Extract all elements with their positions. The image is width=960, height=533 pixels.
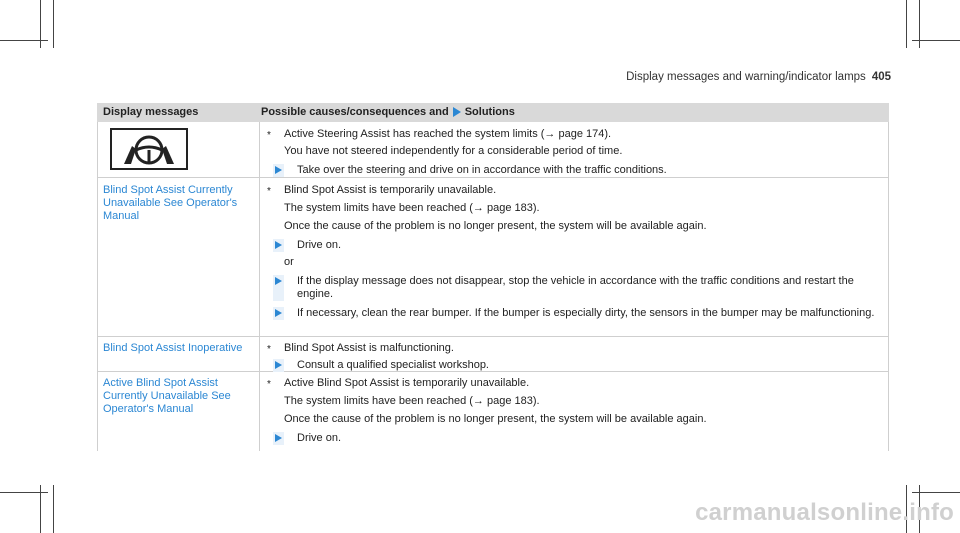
row-2-solutions: * Blind Spot Assist is temporarily unavailable. The system limits have been reached (→ page 183). Once the cause of the problem is no longer present, the system will be available again. Drive on. or If the display message does not disappear, stop the vehicle in accordance with the traffic conditions and restart the engine. If necessary, clean the rear bumper. If the bumper is especially dirty, the sensors in the bumper may be malfunctioning. [273,184,885,320]
running-header [626,71,891,83]
detail-text: Once the cause of the problem is no longer present, the system will be available again. [284,413,707,425]
table-left-border [97,122,98,451]
crop-mark [912,40,960,41]
detail-text: You have not steered independently for a considerable period of time. [284,145,623,157]
table-right-border [888,122,889,451]
steering-wheel-hands-icon [110,128,188,170]
arrow-right-icon [453,107,461,117]
row-divider [97,336,889,337]
crop-mark [53,0,54,48]
detail-text: The system limits have been reached (→ page 183). [284,202,540,214]
solution-step: If the display message does not disappear, stop the vehicle in accordance with the traffic conditions and restart the engine. [273,275,885,301]
cause-text: Active Steering Assist has reached the system limits (→ page 174). [284,128,612,140]
display-message: Blind Spot Assist Inoperative [103,342,243,354]
column-divider [259,122,260,451]
row-4-solutions: * Active Blind Spot Assist is temporarily unavailable. The system limits have been reached (→ page 183). Once the cause of the problem is no longer present, the system will be available again. Drive on. [273,377,885,445]
solution-step: Drive on. [273,432,885,445]
arrow-right-icon [275,241,282,249]
arrow-right-icon [275,361,282,369]
crop-mark [53,485,54,533]
cause-text: Active Blind Spot Assist is temporarily unavailable. [284,377,530,389]
col-header-messages: Display messages [103,106,199,118]
table-header [97,103,889,122]
watermark: carmanualsonline.info [695,499,954,526]
page-number: 405 [871,71,891,83]
arrow-right-icon [275,434,282,442]
crop-mark [0,492,48,493]
crop-mark [906,0,907,48]
detail-text: The system limits have been reached (→ page 183). [284,395,540,407]
arrow-right-icon [275,166,282,174]
row-divider [97,177,889,178]
cause-text: Blind Spot Assist is malfunctioning. [284,342,454,354]
arrow-right-icon [275,309,282,317]
detail-text: Once the cause of the problem is no longer present, the system will be available again. [284,220,707,232]
col-header-solutions [261,106,515,118]
solution-step: Take over the steering and drive on in accordance with the traffic conditions. [273,164,885,177]
or-label: or [284,256,294,268]
display-message: Active Blind Spot Assist Currently Unavailable See Operator's Manual [103,377,231,415]
solution-step: Consult a qualified specialist workshop. [273,359,885,372]
row-1-solutions: * Active Steering Assist has reached the system limits (→ page 174). You have not steered independently for a considerable period of time. Take over the steering and drive on in accordance with the traffic conditions. [273,128,885,177]
col-header-solutions-suffix: Solutions [464,106,515,118]
solution-step: Drive on. [273,239,885,252]
display-message: Blind Spot Assist Currently Unavailable See Operator's Manual [103,184,238,222]
crop-mark [912,492,960,493]
solution-step: If necessary, clean the rear bumper. If the bumper is especially dirty, the sensors in the bumper may be malfunctioning. [273,307,885,320]
section-title: Display messages and warning/indicator lamps [626,71,866,83]
row-3-solutions: * Blind Spot Assist is malfunctioning. Consult a qualified specialist workshop. [273,342,885,372]
col-header-solutions-label: Possible causes/consequences and [261,106,449,118]
crop-mark [0,40,48,41]
arrow-right-icon [275,277,282,285]
cause-text: Blind Spot Assist is temporarily unavailable. [284,184,497,196]
